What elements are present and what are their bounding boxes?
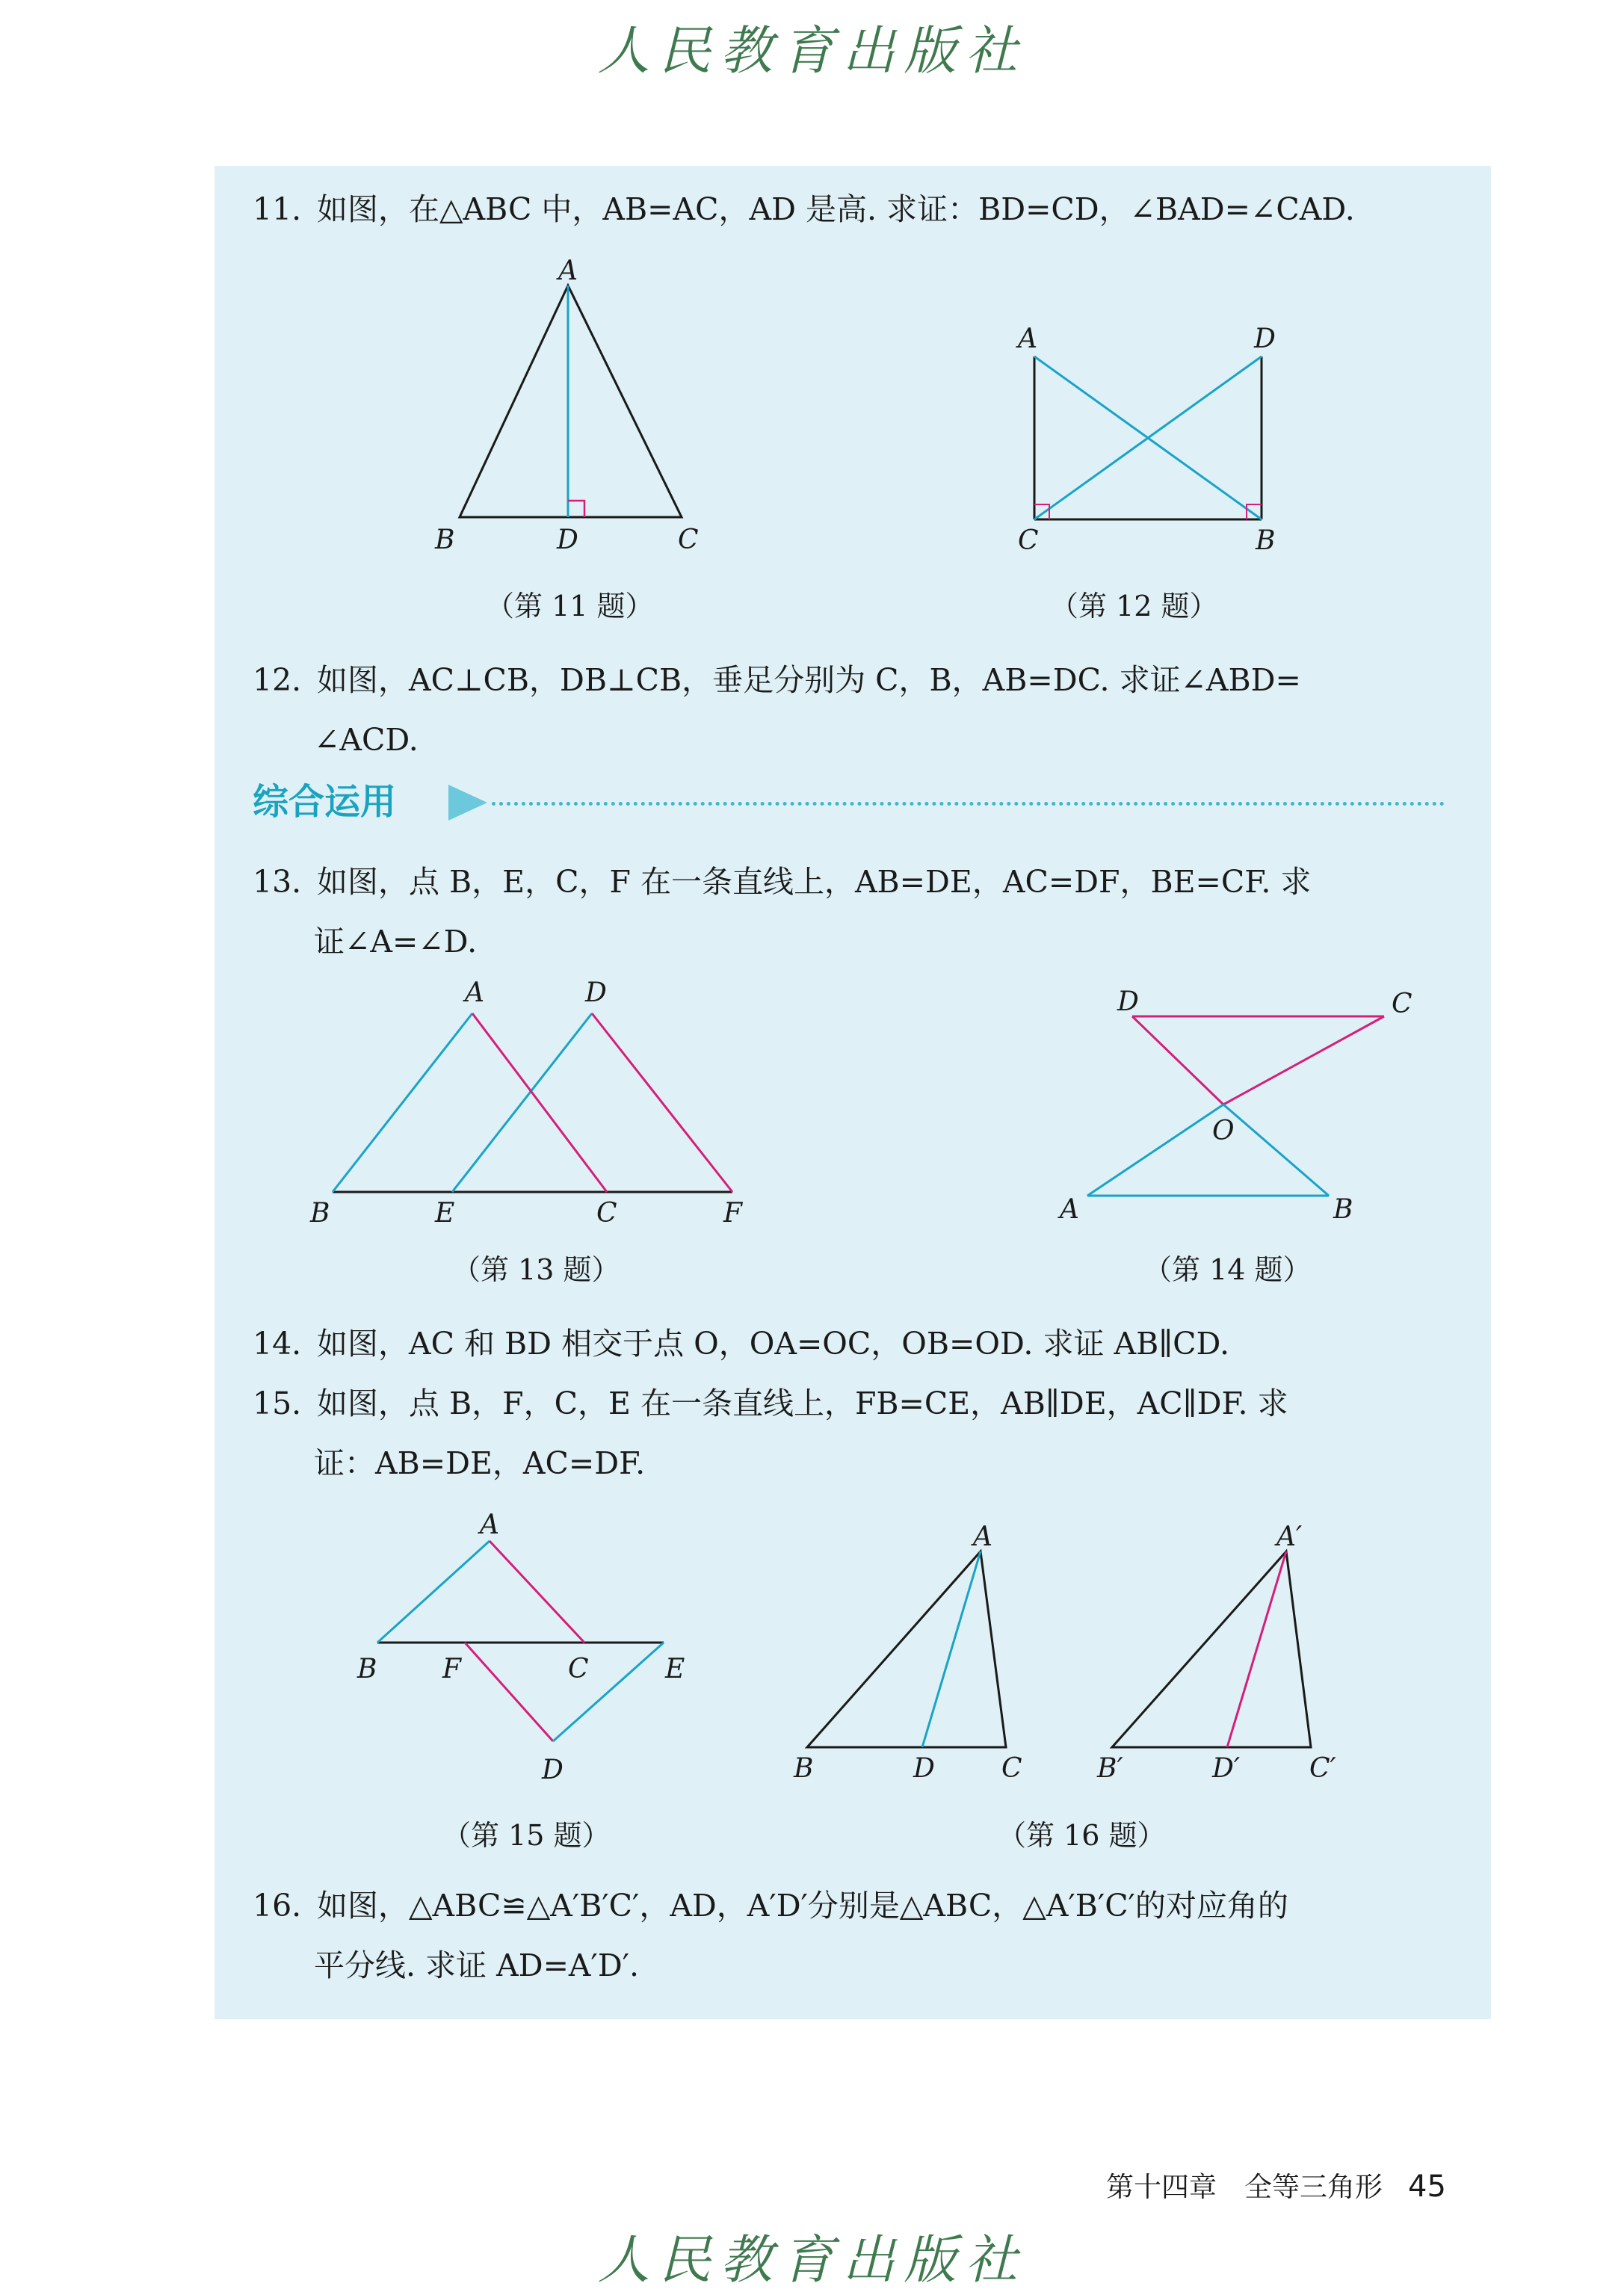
label-D: D — [557, 525, 578, 555]
label-D: D — [913, 1753, 935, 1784]
question-number: 15. — [253, 1386, 302, 1421]
publisher-watermark-top: 人民教育出版社 — [597, 20, 1027, 81]
question-text: 如图，AC⊥CB，DB⊥CB，垂足分别为 C，B，AB=DC. 求证∠ABD= — [317, 662, 1301, 698]
caption-figure-16: （第 16 题） — [998, 1819, 1166, 1852]
label-A-prime: A′ — [1276, 1522, 1303, 1552]
caption-figure-15: （第 15 题） — [442, 1819, 611, 1852]
label-A: A — [558, 256, 578, 286]
question-number: 16. — [253, 1888, 302, 1924]
question-12-continued: ∠ACD. — [314, 722, 419, 758]
label-E: E — [435, 1198, 455, 1226]
question-number: 11. — [253, 191, 302, 227]
label-C: C — [1018, 525, 1039, 556]
question-number: 14. — [253, 1326, 302, 1362]
figure-14 — [1046, 972, 1450, 1226]
question-number: 13. — [253, 864, 302, 900]
chapter-title: 第十四章 全等三角形 — [1106, 2171, 1383, 2203]
question-15-continued: 证：AB=DE，AC=DF. — [314, 1445, 646, 1481]
figure-16 — [777, 1517, 1360, 1794]
label-D: D — [1117, 986, 1139, 1017]
label-C: C — [678, 525, 699, 555]
label-C: C — [1001, 1753, 1022, 1784]
label-C-prime: C′ — [1309, 1753, 1336, 1784]
question-text: 如图，AC 和 BD 相交于点 O，OA=OC，OB=OD. 求证 AB∥CD. — [317, 1326, 1229, 1362]
caption-figure-13: （第 13 题） — [452, 1253, 620, 1286]
label-C: C — [568, 1654, 589, 1684]
question-text: 如图，△ABC≌△A′B′C′，AD，A′D′分别是△ABC，△A′B′C′的对应角的 — [317, 1888, 1288, 1924]
label-B: B — [1256, 525, 1276, 556]
label-B-prime: B′ — [1097, 1753, 1123, 1784]
question-15 — [253, 1374, 1288, 1433]
question-16 — [253, 1876, 1288, 1936]
label-D: D — [585, 977, 607, 1008]
label-A: A — [465, 977, 484, 1008]
question-13 — [253, 852, 1311, 912]
caption-figure-12: （第 12 题） — [1050, 590, 1218, 623]
label-B: B — [310, 1198, 330, 1226]
label-C: C — [1392, 989, 1412, 1019]
question-11 — [253, 179, 1355, 239]
caption-figure-11: （第 11 题） — [486, 590, 654, 623]
label-A: A — [1060, 1194, 1079, 1225]
question-number: 12. — [253, 662, 302, 698]
publisher-watermark-bottom: 人民教育出版社 — [597, 2229, 1027, 2291]
label-A: A — [1018, 324, 1037, 354]
page-number: 45 — [1408, 2169, 1446, 2204]
question-16-continued: 平分线. 求证 AD=A′D′. — [314, 1947, 640, 1983]
dotted-rule — [492, 802, 1445, 806]
label-A: A — [480, 1510, 499, 1540]
label-D-prime: D′ — [1212, 1753, 1241, 1784]
label-F: F — [442, 1654, 461, 1684]
question-text: 如图，在△ABC 中，AB=AC，AD 是高. 求证：BD=CD，∠BAD=∠CAD. — [317, 191, 1355, 227]
label-F: F — [723, 1198, 742, 1226]
label-B: B — [435, 525, 455, 555]
question-text: 如图，点 B，E，C，F 在一条直线上，AB=DE，AC=DF，BE=CF. 求 — [317, 864, 1312, 900]
label-O: O — [1212, 1116, 1235, 1146]
section-header — [253, 776, 1448, 828]
label-B: B — [357, 1654, 377, 1684]
question-12 — [253, 650, 1301, 710]
figure-11 — [419, 247, 717, 568]
figure-12 — [979, 318, 1308, 564]
figure-13 — [299, 972, 777, 1226]
question-14 — [253, 1314, 1229, 1374]
play-arrow-icon — [448, 785, 487, 821]
label-D: D — [1254, 324, 1276, 354]
figure-15 — [344, 1502, 703, 1794]
page-footer — [1106, 2164, 1446, 2205]
label-C: C — [596, 1198, 617, 1226]
label-B: B — [1333, 1194, 1353, 1225]
label-D: D — [542, 1755, 564, 1785]
question-13-continued: 证∠A=∠D. — [314, 924, 478, 960]
label-B: B — [794, 1753, 814, 1784]
question-text: 如图，点 B，F，C，E 在一条直线上，FB=CE，AB∥DE，AC∥DF. 求 — [317, 1386, 1288, 1421]
caption-figure-14: （第 14 题） — [1143, 1253, 1312, 1286]
label-A: A — [973, 1522, 992, 1552]
section-title: 综合运用 — [253, 781, 397, 823]
label-E: E — [665, 1654, 685, 1684]
